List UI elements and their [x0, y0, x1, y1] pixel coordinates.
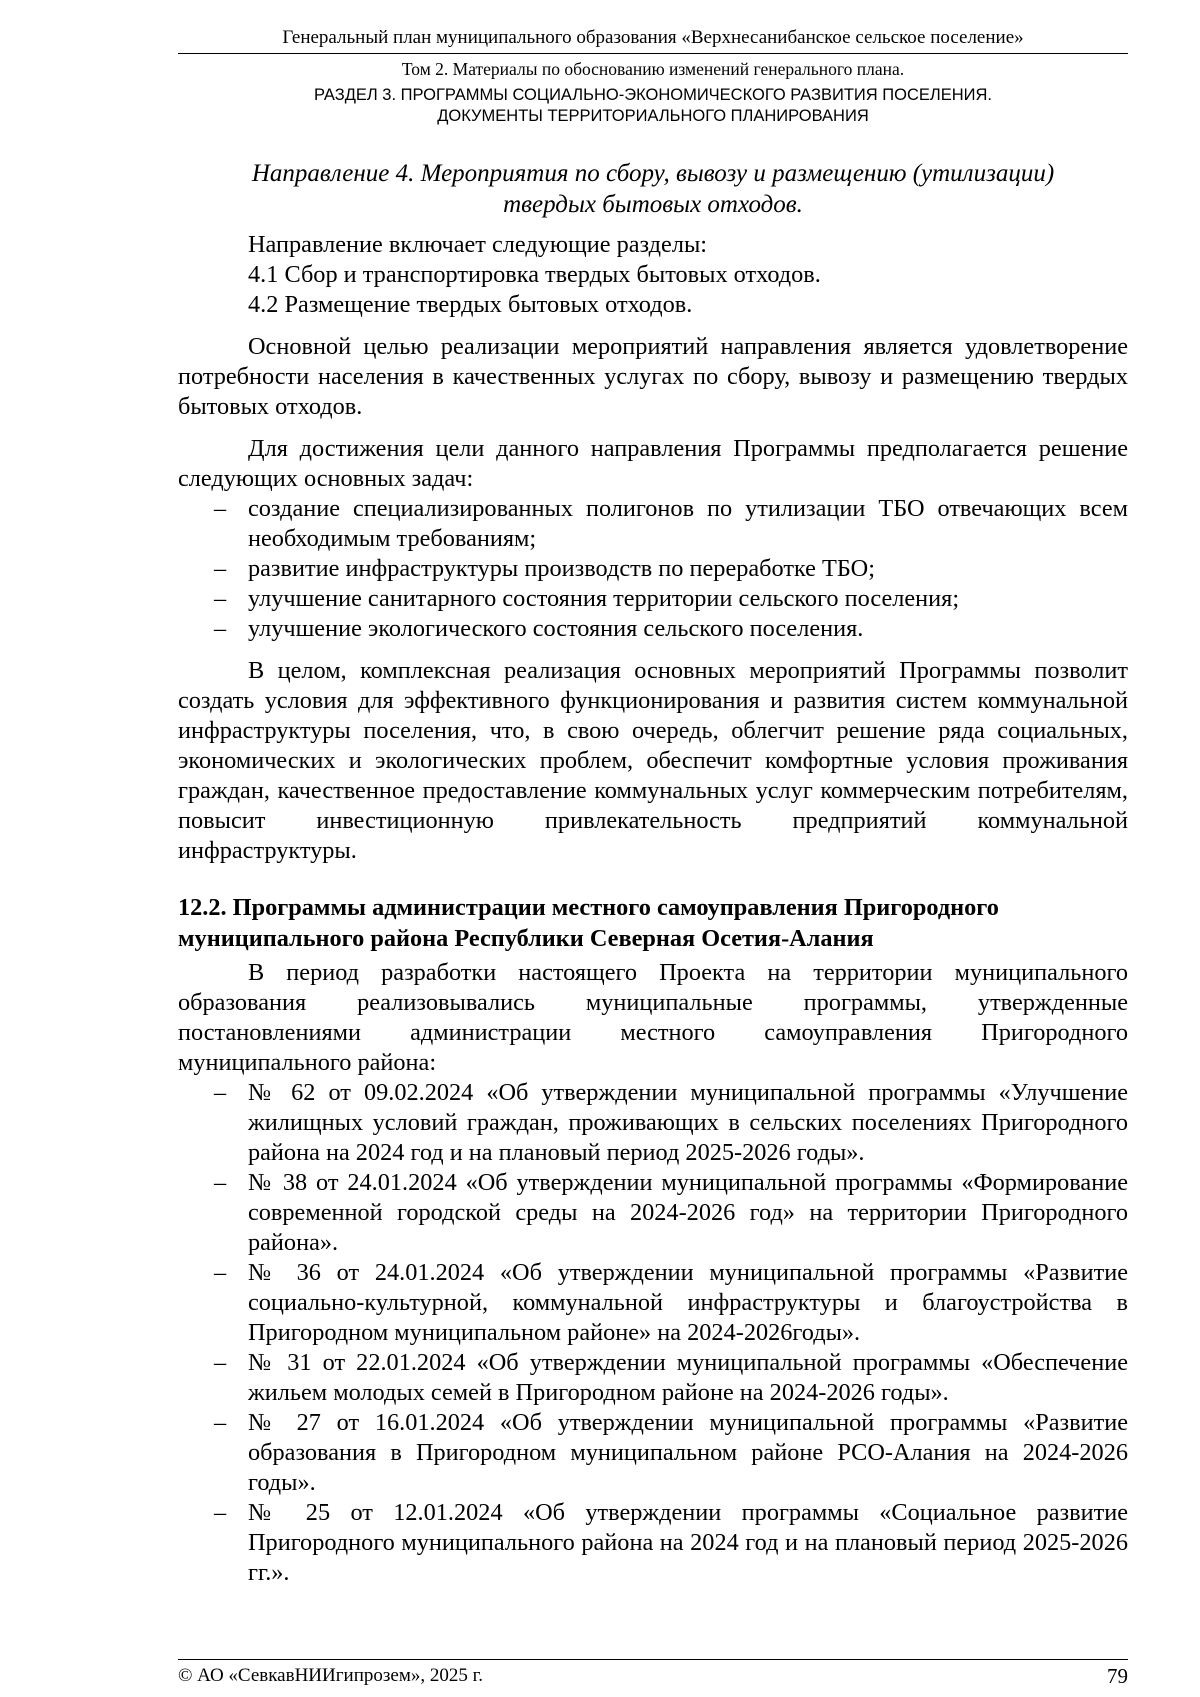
program-text: № 31 от 22.01.2024 «Об утверждении муниципальной программы «Обеспечение жильем молодых семей в Пригородном районе на 2024-2026 годы».: [248, 1349, 1128, 1406]
list-item: [178, 1258, 1128, 1348]
section-heading-line-2: муниципального района Республики Северная Осетия-Алания: [178, 925, 874, 952]
dash-bullet: –: [214, 1349, 227, 1376]
header-document-title: Генеральный план муниципального образования «Верхнесанибанское сельское поселение»: [282, 27, 1024, 48]
document-body: [178, 230, 1128, 1588]
list-item: [178, 614, 1128, 644]
tasks-list: [178, 494, 1128, 644]
direction-section-item: 4.1 Сбор и транспортировка твердых бытовых отходов.: [248, 261, 821, 288]
footer-divider: [178, 1659, 1128, 1660]
list-item: [178, 584, 1128, 614]
page-number: 79: [1107, 1664, 1128, 1688]
task-text: создание специализированных полигонов по утилизации ТБО отвечающих всем необходимым требованиям;: [248, 495, 1128, 552]
list-item: [178, 1168, 1128, 1258]
direction-title-line-2: твердых бытовых отходов.: [503, 191, 803, 218]
dash-bullet: –: [214, 495, 227, 522]
direction-section-item: 4.2 Размещение твердых бытовых отходов.: [248, 291, 693, 318]
program-text: № 38 от 24.01.2024 «Об утверждении муниципальной программы «Формирование современной городской среды на 2024-2026 год» на территории Пригородного района».: [248, 1169, 1128, 1256]
list-item: [178, 1498, 1128, 1588]
program-text: № 25 от 12.01.2024 «Об утверждении программы «Социальное развитие Пригородного муниципального района на 2024 год и на плановый период 2025-2026 гг.».: [248, 1499, 1128, 1586]
tasks-intro-paragraph: Для достижения цели данного направления Программы предполагается решение следующих основных задач:: [178, 435, 1128, 492]
direction-title: [178, 158, 1128, 220]
programs-intro-paragraph: В период разработки настоящего Проекта на территории муниципального образования реализовывались муниципальные программы, утвержденные постановлениями администрации местного самоуправления Пригородного муниципального района:: [178, 959, 1128, 1076]
programs-list: [178, 1078, 1128, 1588]
task-text: улучшение санитарного состояния территории сельского поселения;: [248, 585, 960, 612]
dash-bullet: –: [214, 1169, 227, 1196]
dash-bullet: –: [214, 1259, 227, 1286]
list-item: [178, 494, 1128, 554]
list-item: [178, 1348, 1128, 1408]
program-text: № 62 от 09.02.2024 «Об утверждении муниципальной программы «Улучшение жилищных условий граждан, проживающих в сельских поселениях Пригородного района на 2024 год и на плановый период 2025-2026 годы».: [248, 1079, 1128, 1166]
task-text: улучшение экологического состояния сельского поселения.: [248, 615, 864, 642]
dash-bullet: –: [214, 1409, 227, 1436]
header-section-title: [178, 85, 1128, 127]
section-heading: [178, 892, 1128, 954]
footer-copyright: © АО «СевкавНИИгипрозем», 2025 г.: [178, 1665, 483, 1686]
program-text: № 36 от 24.01.2024 «Об утверждении муниципальной программы «Развитие социально-культурной, коммунальной инфраструктуры и благоустройства в Пригородном муниципальном районе» на 2024-2026годы».: [248, 1259, 1128, 1346]
list-item: [178, 1078, 1128, 1168]
direction-title-line-1: Направление 4. Мероприятия по сбору, вывозу и размещению (утилизации): [251, 160, 1055, 187]
direction-intro: Направление включает следующие разделы:: [248, 231, 708, 258]
header-section-line-1: РАЗДЕЛ 3. ПРОГРАММЫ СОЦИАЛЬНО-ЭКОНОМИЧЕСКОГО РАЗВИТИЯ ПОСЕЛЕНИЯ.: [314, 86, 992, 104]
goal-paragraph: Основной целью реализации мероприятий направления является удовлетворение потребности населения в качественных услугах по сбору, вывозу и размещению твердых бытовых отходов.: [178, 333, 1128, 420]
header-divider: [178, 53, 1128, 54]
program-text: № 27 от 16.01.2024 «Об утверждении муниципальной программы «Развитие образования в Пригородном муниципальном районе РСО-Алания на 2024-2026 годы».: [248, 1409, 1128, 1496]
dash-bullet: –: [214, 585, 227, 612]
task-text: развитие инфраструктуры производств по переработке ТБО;: [248, 555, 875, 582]
dash-bullet: –: [214, 615, 227, 642]
header-volume-title: Том 2. Материалы по обоснованию изменений генерального плана.: [401, 59, 905, 79]
list-item: [178, 1408, 1128, 1498]
list-item: [178, 554, 1128, 584]
dash-bullet: –: [214, 1499, 227, 1526]
dash-bullet: –: [214, 555, 227, 582]
header-section-line-2: ДОКУМЕНТЫ ТЕРРИТОРИАЛЬНОГО ПЛАНИРОВАНИЯ: [437, 107, 869, 125]
conclusion-paragraph: В целом, комплексная реализация основных мероприятий Программы позволит создать условия для эффективного функционирования и развития систем коммунальной инфраструктуры поселения, что, в свою очередь, облегчит решение ряда социальных, экономических и экологических проблем, обеспечит комфортные условия проживания граждан, качественное предоставление коммунальных услуг коммерческим потребителям, повысит инвестиционную привлекательность предприятий коммунальной инфраструктуры.: [178, 657, 1128, 864]
section-heading-line-1: 12.2. Программы администрации местного самоуправления Пригородного: [178, 894, 999, 921]
dash-bullet: –: [214, 1079, 227, 1106]
